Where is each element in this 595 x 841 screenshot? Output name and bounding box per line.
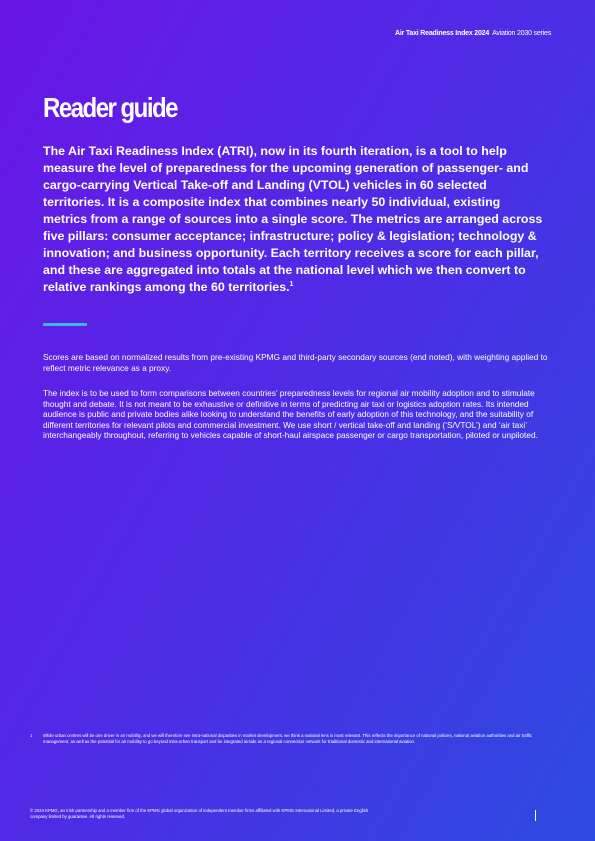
page-marker-divider	[535, 810, 536, 821]
copyright-notice: © 2024 KPMG, an Irish partnership and a member firm of the KPMG global organization of independent member firms affiliated with KPMG International Limited, a private English company limited by guarantee. All rights reserved.	[30, 808, 369, 819]
footnote-number: 1	[30, 733, 33, 738]
series-subtitle: Aviation 2030 series	[492, 30, 551, 37]
series-title: Air Taxi Readiness Index 2024	[395, 30, 490, 37]
accent-divider	[43, 323, 87, 326]
intro-paragraph	[43, 143, 543, 296]
body-paragraph-scores: Scores are based on normalized results from pre-existing KPMG and third-party secondary sources (end noted), with weighting applied to reflect metric relevance as a proxy.	[43, 352, 548, 373]
intro-text: The Air Taxi Readiness Index (ATRI), now in its fourth iteration, is a tool to help measure the level of preparedness for the upcoming generation of passenger- and cargo-carrying Vertical Take-off and Landing (VTOL) vehicles in 60 selected territories. It is a composite index that combines nearly 50 individual, existing metrics from a range of sources into a single score. The metrics are arranged across five pillars: consumer acceptance; infrastructure; policy & legislation; technology & innovation; and business opportunity. Each territory receives a score for each pillar, and these are aggregated into totals at the national level which we then convert to relative rankings among the 60 territories.	[43, 144, 543, 294]
footnote-text: While urban centres will be one driver in air mobility, and we will therefore see intra-national disparities in market development, we think a national lens is most relevant. This reflects the importance of national policies, national aviation authorities and air traffic management, as well as the potential for air mobility to go beyond intra-urban transport and be integrated airside as a regional connection network for traditional domestic and international aviation.	[43, 733, 533, 744]
body-paragraph-usage: The index is to be used to form comparisons between countries’ preparedness levels for regional air mobility adoption and to stimulate thought and debate. It is not meant to be exhaustive or definitive in terms of predicting air taxi or logistics adoption rates. Its intended audience is public and private bodies alike looking to understand the benefits of early adoption of this technology, and the suitability of different territories for relevant pilots and commercial investment. We use short / vertical take-off and landing (‘S/VTOL’) and ‘air taxi’ interchangeably throughout, referring to vehicles capable of short-haul airspace passenger or cargo transportation, piloted or unpiloted.	[43, 388, 538, 441]
footnote	[30, 733, 553, 745]
document-series-header	[395, 30, 551, 37]
footnote-reference: 1	[289, 280, 294, 288]
page-title: Reader guide	[43, 92, 177, 123]
